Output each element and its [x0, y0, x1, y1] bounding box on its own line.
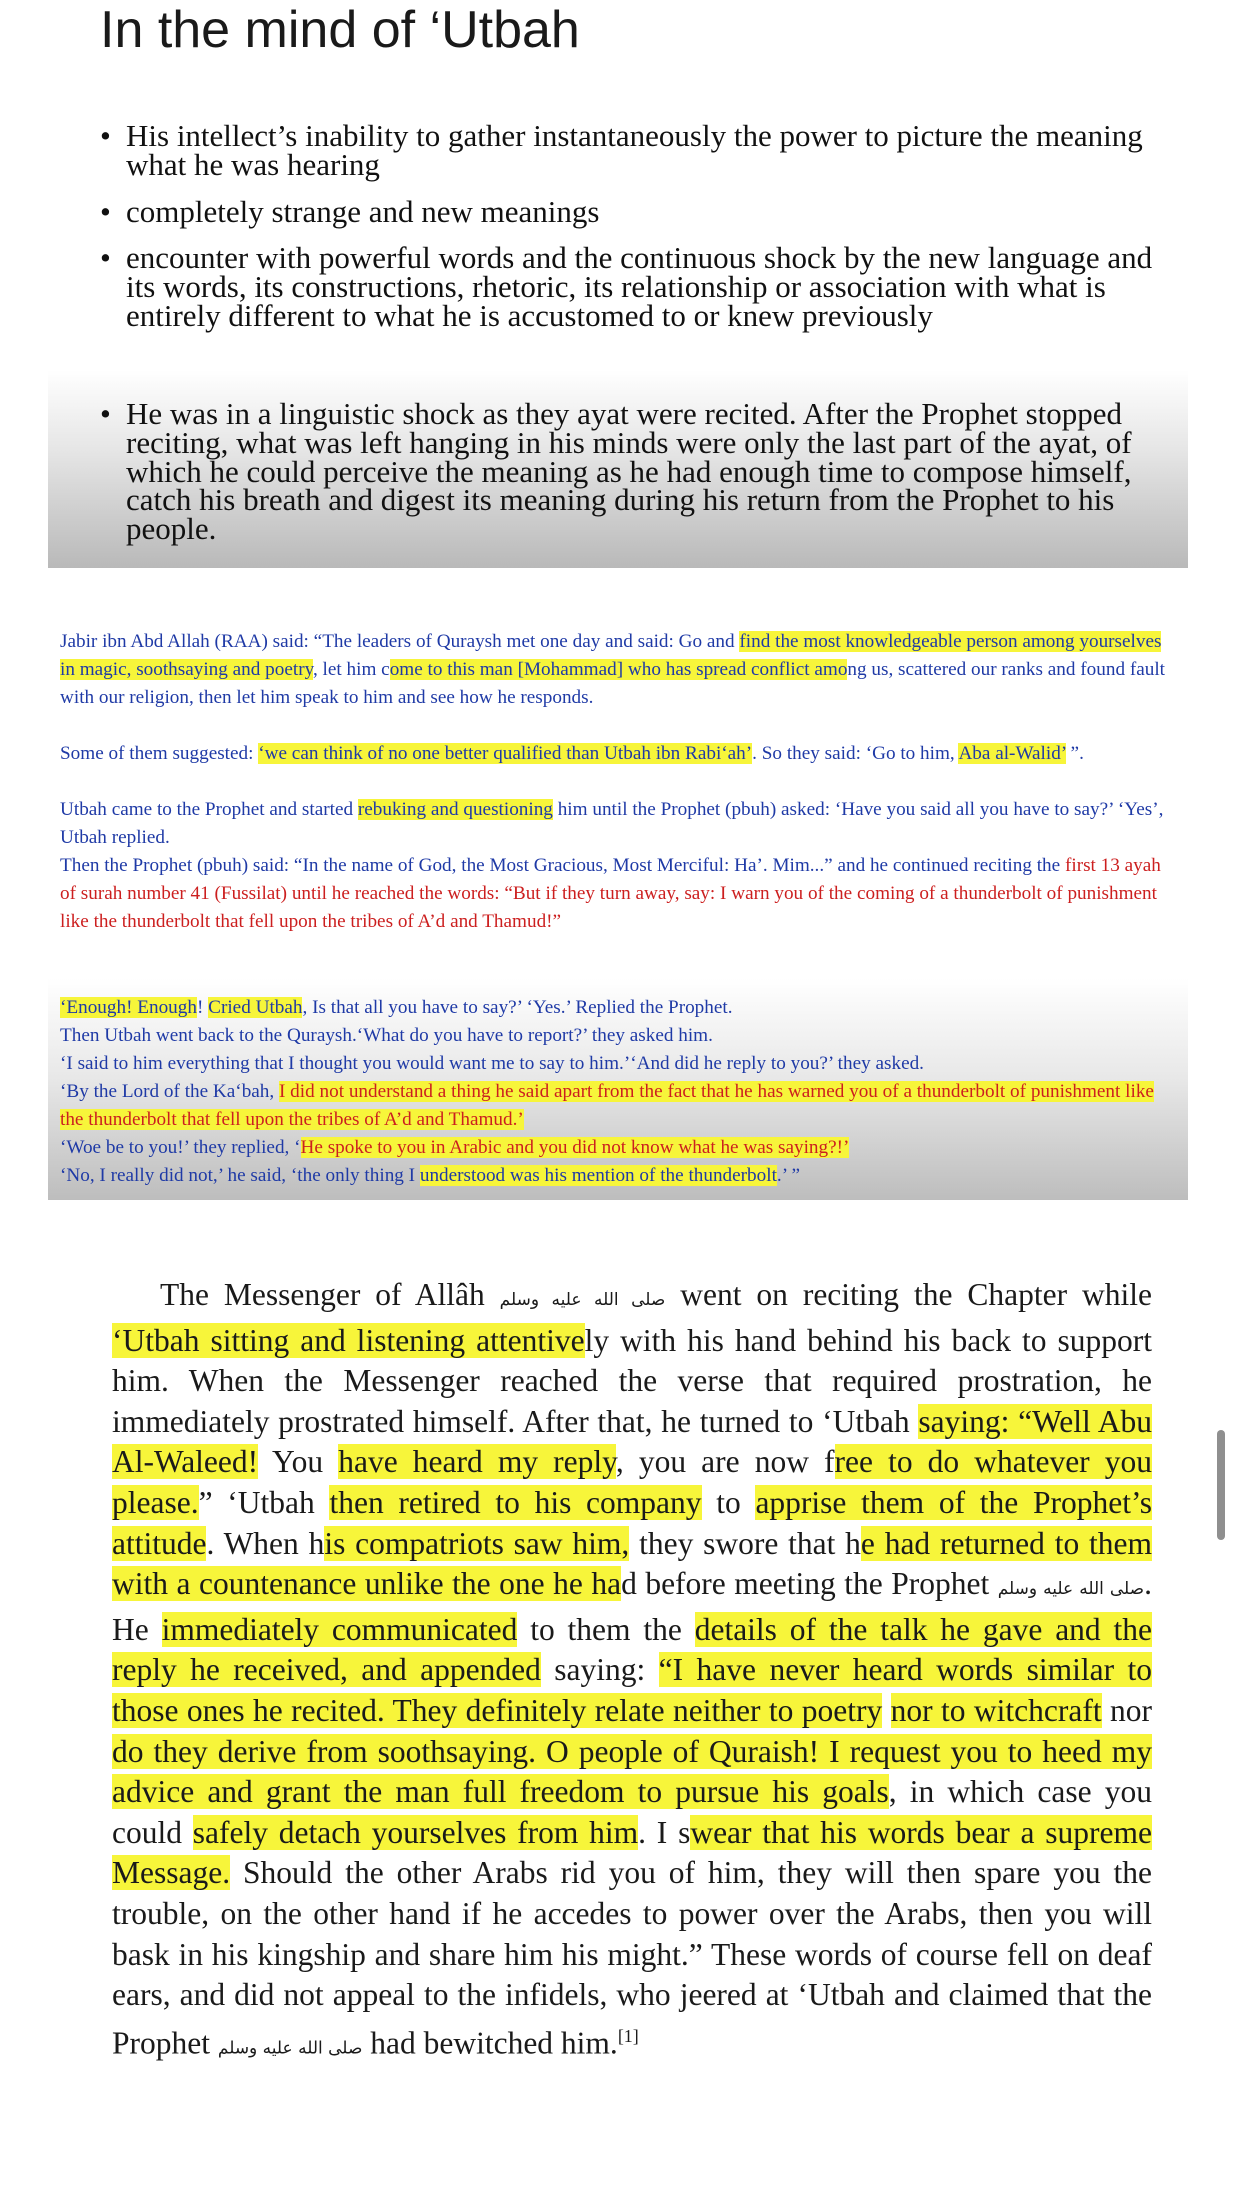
- book-page-excerpt: [112, 1275, 1152, 2069]
- bullet-item: • encounter with powerful words and the continuous shock by the new language and its words, its constructions, rhetoric, its relationship or association with what is entirely different to what he is accustomed to or knew previously: [100, 244, 1180, 330]
- highlighted-text: ‘Utbah sitting and listening attentive: [112, 1322, 585, 1358]
- slide-in-the-mind-of-utbah: [0, 0, 1242, 568]
- narration-text: him until the Prophet (pbuh) asked: ‘Have you said all you have to say?’ ‘Yes’, Utbah replied.: [60, 799, 1164, 848]
- narration-paragraph: Then Utbah went back to the Quraysh.‘What do you have to report?’ they asked him.: [60, 1025, 713, 1046]
- highlighted-text: ome to this man [Mohammad] who has spread conflict amo: [389, 659, 848, 680]
- narration-text: !: [196, 997, 209, 1018]
- highlighted-text: nor to witchcraft: [890, 1692, 1102, 1728]
- highlighted-text: apprise them of the Prophet’s attitude: [112, 1484, 1152, 1561]
- narration-text: ‘No, I really did not,’ he said, ‘the only thing I: [60, 1165, 420, 1186]
- highlighted-text: Aba al-Walid’: [958, 743, 1066, 764]
- narration-paragraph: [60, 1078, 1180, 1134]
- book-text: saying:: [540, 1652, 659, 1688]
- book-text: ly with his hand behind his back to support him. When the Messenger reached the verse that required prostration, he immediately prostrated himself. After that, he turned to ‘Utbah: [112, 1322, 1152, 1439]
- bullet-item: • His intellect’s inability to gather instantaneously the power to picture the meaning what he was hearing: [100, 122, 1180, 180]
- book-paragraph: [112, 1275, 1152, 2069]
- highlighted-text: saying: “Well Abu Al-Waleed!: [112, 1403, 1152, 1480]
- highlighted-text: then retired to his company: [329, 1484, 702, 1520]
- highlighted-text: details of the talk he gave and the reply he received, and appended: [112, 1611, 1153, 1688]
- book-text: they swore that h: [629, 1525, 861, 1561]
- highlighted-text: immediately communicated: [161, 1611, 518, 1647]
- narration-text: ‘Woe be to you!’ they replied, ‘: [60, 1137, 301, 1158]
- salawat-glyph: صلى الله عليه وسلم: [217, 2038, 363, 2059]
- book-text: Should the other Arabs rid you of him, they will then spare you the trouble, on the other hand if he accedes to power over the Arabs, then you will bask in his kingship and share him his might.” These words of course fell on deaf ears, and did not appeal to the infidels, who jeered at ‘Utbah and claimed that the Prophet: [112, 1855, 1152, 2061]
- narration-paragraph: [60, 1134, 1180, 1162]
- narration-text: , Is that all you have to say?’ ‘Yes.’ Replied the Prophet.: [302, 997, 733, 1018]
- narration-text: Some of them suggested:: [60, 743, 259, 764]
- narration-text: , let him c: [312, 659, 390, 680]
- red-quoted-text: first 13 ayah of surah number 41 (Fussilat) until he reached the words: “But if they turn away, say: I warn you of the coming of a thunderbolt of punishment like the thunderbolt that fell upon the tribes of A’d and Thamud!”: [60, 855, 1161, 932]
- narration-paragraph: [60, 994, 1180, 1022]
- narration-text: . So they said: ‘Go to him,: [752, 743, 959, 764]
- book-text: d before meeting the Prophet: [621, 1566, 998, 1602]
- narration-paragraph: [60, 1162, 1180, 1190]
- book-text: . When h: [206, 1525, 325, 1561]
- highlighted-text: “I have never heard words similar to those ones he recited. They definitely relate neither to poetry: [112, 1652, 1152, 1728]
- salawat-glyph: صلى الله عليه وسلم: [997, 1579, 1145, 1600]
- bullet-list: [100, 118, 1180, 349]
- scrollbar-thumb[interactable]: [1217, 1430, 1225, 1540]
- highlighted-text: safely detach yourselves from him: [192, 1814, 639, 1850]
- book-text: . I s: [638, 1814, 691, 1850]
- highlighted-text: ‘Enough! Enough: [60, 997, 197, 1018]
- highlighted-text: Cried Utbah: [208, 997, 303, 1018]
- highlighted-red-text: I did not understand a thing he said apart from the fact that he has warned you of a thunderbolt of punishment like the thunderbolt that fell upon the tribes of A’d and Thamud.’: [60, 1081, 1154, 1130]
- book-text: [882, 1693, 890, 1728]
- slide-title: In the mind of ‘Utbah: [100, 1, 580, 59]
- highlighted-text: understood was his mention of the thunderbolt: [419, 1165, 777, 1186]
- highlighted-text: e had returned to them with a countenance unlike the one he ha: [112, 1525, 1152, 1602]
- book-text: to them the: [517, 1611, 695, 1647]
- narration-text: Utbah came to the Prophet and started: [60, 799, 358, 820]
- highlighted-text: ‘we can think of no one better qualified than Utbah ibn Rabi‘ah’: [258, 743, 753, 764]
- narration-text: ‘By the Lord of the Ka‘bah,: [60, 1081, 279, 1102]
- bullet-item: • He was in a linguistic shock as they ayat were recited. After the Prophet stopped reciting, what was left hanging in his minds were only the last part of the ayat, of which he could perceive the meaning as he had enough time to compose himself, catch his breath and digest its meaning during his return from the Prophet to his people.: [100, 400, 1180, 544]
- book-text: ” ‘Utbah: [198, 1484, 330, 1520]
- narration-text: Jabir ibn Abd Allah (RAA) said: “The leaders of Quraysh met one day and said: Go and: [60, 631, 740, 652]
- highlighted-text: have heard my reply: [338, 1444, 616, 1480]
- highlighted-text: is compatriots saw him,: [324, 1525, 630, 1561]
- book-text: , you are now f: [615, 1444, 835, 1480]
- narration-text: .’ ”: [776, 1165, 800, 1186]
- book-text: You: [258, 1444, 339, 1480]
- highlighted-text: find the most knowledgeable person among yourselves in magic, soothsaying and poetry: [60, 631, 1162, 680]
- narration-paragraph: [60, 852, 1180, 936]
- book-text: The Messenger of Allâh: [160, 1277, 500, 1312]
- highlighted-text: rebuking and questioning: [357, 799, 553, 820]
- book-text: to: [701, 1484, 756, 1520]
- narration-paragraph: [60, 740, 1180, 768]
- bullet-item: • completely strange and new meanings: [100, 198, 1180, 227]
- narration-text: Then the Prophet (pbuh) said: “In the name of God, the Most Gracious, Most Merciful: Ha’. Mim...” and he continued reciting the: [60, 855, 1065, 876]
- salawat-glyph: صلى الله عليه وسلم: [499, 1290, 666, 1310]
- book-text: had bewitched him.: [362, 2025, 618, 2061]
- book-text: nor: [1101, 1692, 1152, 1728]
- highlighted-text: do they derive from soothsaying. O people of Quraish! I request you to heed my advice and grant the man full freedom to pursue his goals: [112, 1733, 1152, 1810]
- narration-paragraph: [60, 628, 1180, 712]
- narration-paragraph: [60, 796, 1180, 852]
- book-text: . He: [112, 1566, 1152, 1647]
- book-text: , in which case you could: [112, 1774, 1152, 1850]
- narration-text: ”.: [1065, 743, 1084, 764]
- highlighted-red-text: He spoke to you in Arabic and you did not know what he was saying?!’: [300, 1137, 850, 1158]
- narration-text: ng us, scattered our ranks and found fault with our religion, then let him speak to him and see how he responds.: [60, 659, 1165, 708]
- narration-paragraph: ‘I said to him everything that I thought you would want me to say to him.’‘And did he reply to you?’ they asked.: [60, 1053, 924, 1074]
- bullet-list-shaded: [100, 396, 1180, 562]
- highlighted-text: ree to do whatever you please.: [112, 1444, 1153, 1520]
- footnote-marker: [1]: [617, 2025, 639, 2046]
- book-text: went on reciting the Chapter while: [665, 1277, 1153, 1312]
- slide-hadith-narration: [48, 628, 1188, 1200]
- highlighted-text: wear that his words bear a supreme Message.: [112, 1814, 1152, 1891]
